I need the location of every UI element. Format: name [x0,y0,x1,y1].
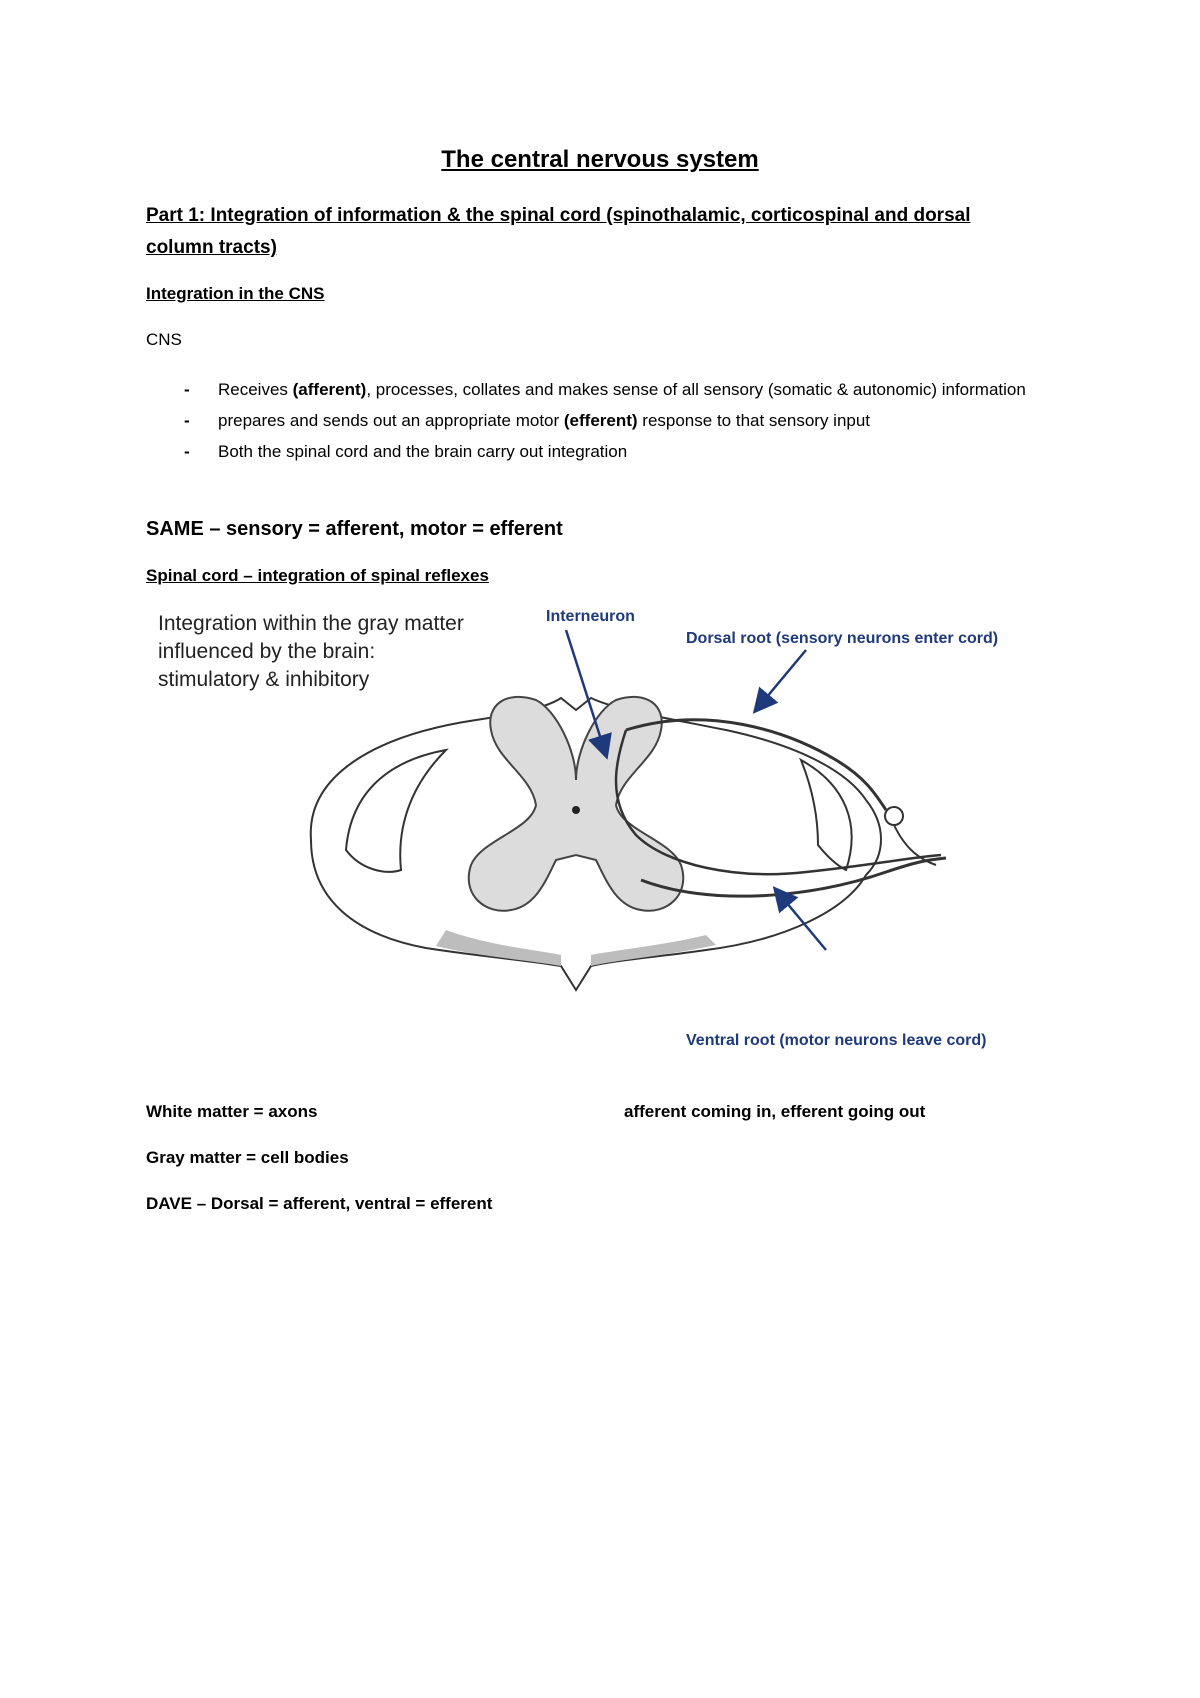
bullet-text: Receives [218,380,293,399]
bullet-list [146,374,1046,467]
caption-line: influenced by the brain: [158,640,376,663]
bullet-bold: (efferent) [563,411,638,430]
gray-matter-line: Gray matter = cell bodies [146,1148,349,1167]
central-canal [572,806,580,814]
spinal-cord-figure [146,610,1066,1060]
caption-line: Integration within the gray matter [158,612,464,635]
part-heading: Part 1: Integration of information & the spinal cord (spinothalamic, corticospinal and dorsal column tracts) [146,205,971,258]
spinal-cord-diagram [146,610,1066,1060]
ventral-root-label: Ventral root (motor neurons leave cord) [686,1032,987,1049]
dorsal-root-ganglion [885,807,903,825]
dash-icon: - [184,380,190,399]
list-item [146,405,1046,436]
dorsal-root-label: Dorsal root (sensory neurons enter cord) [686,630,999,647]
section-heading-integration: Integration in the CNS [146,284,325,303]
afferent-efferent-line: afferent coming in, efferent going out [624,1102,926,1121]
bullet-text: response to that sensory input [637,411,871,430]
dash-icon: - [184,411,190,430]
white-matter-line: White matter = axons [146,1102,318,1121]
list-item [146,436,1046,467]
page-title: The central nervous system [441,146,759,173]
bullet-text: , processes, collates and makes sense of all sensory (somatic & autonomic) information [366,380,1026,399]
dash-icon: - [184,442,190,461]
caption-line: stimulatory & inhibitory [158,668,370,691]
bullet-bold: (afferent) [292,380,367,399]
dave-mnemonic: DAVE – Dorsal = afferent, ventral = efferent [146,1194,493,1213]
interneuron-label: Interneuron [546,608,635,625]
bullet-text: Both the spinal cord and the brain carry out integration [218,442,628,461]
list-item [146,374,1046,405]
dorsal-root-arrow [756,650,806,710]
same-mnemonic: SAME – sensory = afferent, motor = efferent [146,518,563,540]
cns-label: CNS [146,330,182,349]
section-heading-spinal: Spinal cord – integration of spinal reflexes [146,566,489,585]
bullet-text: prepares and sends out an appropriate motor [218,411,564,430]
